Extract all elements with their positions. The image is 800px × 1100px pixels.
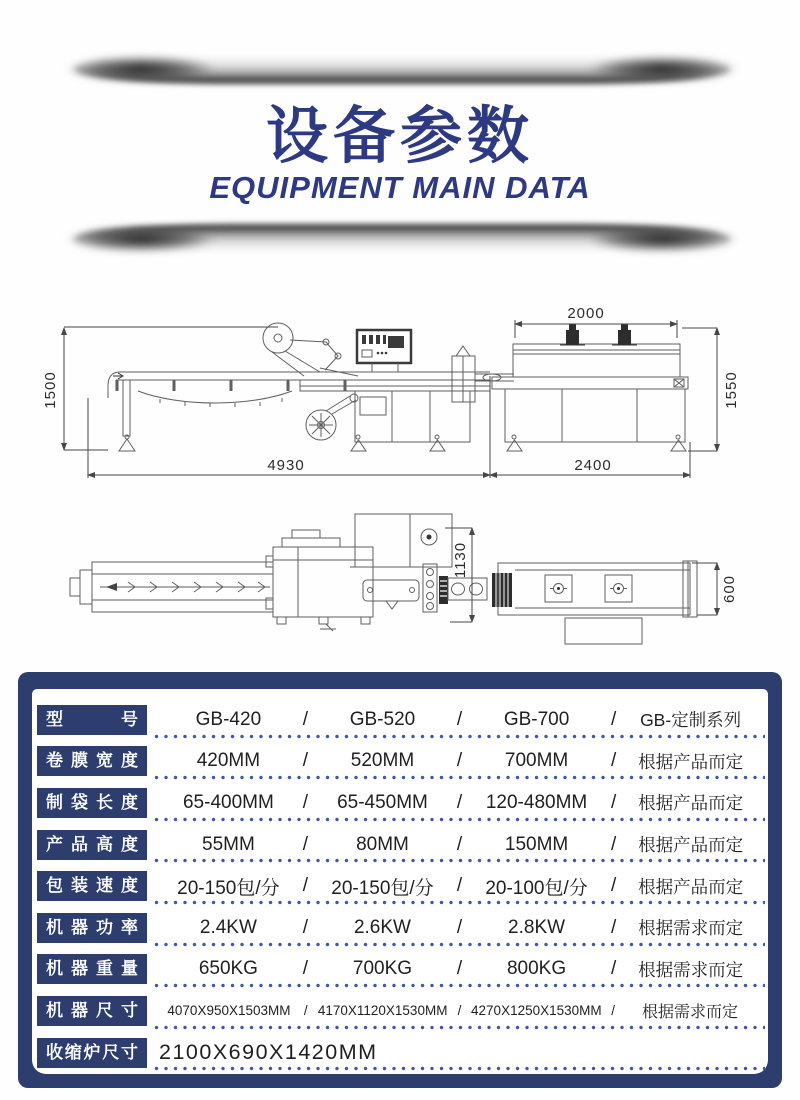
flow-wrapper-drawing xyxy=(108,323,514,451)
brush-stroke-bottom xyxy=(74,224,730,254)
spec-row-model xyxy=(32,699,768,741)
spec-row-values xyxy=(147,749,768,774)
dim-label-600: 600 xyxy=(720,574,738,604)
value-separator: / xyxy=(610,916,617,938)
value-separator: / xyxy=(302,833,309,855)
spec-value: 520MM xyxy=(350,750,415,772)
value-separator: / xyxy=(456,750,463,772)
dim-label-4930: 4930 xyxy=(267,457,305,474)
spec-value: 700MM xyxy=(504,750,569,772)
spec-value: 4070X950X1503MM xyxy=(167,1003,291,1019)
spec-value: 根据需求而定 xyxy=(638,959,744,980)
value-separator: / xyxy=(456,958,463,980)
spec-row-label: 机器尺寸 xyxy=(37,996,147,1026)
spec-row-film-width xyxy=(32,741,768,783)
shrink-tunnel-drawing xyxy=(492,324,688,451)
spec-value: 65-450MM xyxy=(337,791,428,813)
spec-row-bag-length xyxy=(32,782,768,824)
spec-value: 20-150包/分 xyxy=(177,877,280,899)
dim-label-2400: 2400 xyxy=(574,457,612,474)
spec-row-label: 型号 xyxy=(37,705,147,735)
spec-row-machine-power xyxy=(32,907,768,949)
brush-blob-left xyxy=(66,226,216,252)
value-separator: / xyxy=(302,958,309,980)
value-separator: / xyxy=(302,708,309,730)
spec-row-values xyxy=(147,957,768,982)
dim-label-1130: 1130 xyxy=(451,541,469,579)
value-separator: / xyxy=(457,1003,462,1019)
value-separator: / xyxy=(610,750,617,772)
spec-row-shrink-oven-size xyxy=(32,1032,768,1074)
brush-stroke-top xyxy=(74,54,730,84)
dim-label-1500: 1500 xyxy=(41,371,59,409)
spec-value: 根据产品而定 xyxy=(638,835,744,856)
spec-value: 根据产品而定 xyxy=(638,876,744,897)
spec-value: 420MM xyxy=(196,750,261,772)
spec-value: GB-520 xyxy=(349,708,416,730)
spec-row-values xyxy=(147,873,768,900)
page-title: 设备参数 xyxy=(265,102,534,171)
spec-row-product-height xyxy=(32,824,768,866)
dim-label-2000: 2000 xyxy=(567,305,605,322)
value-separator: / xyxy=(610,791,617,813)
spec-value: 55MM xyxy=(202,833,255,855)
spec-value: 150MM xyxy=(504,833,569,855)
brush-blob-right xyxy=(588,226,738,252)
value-separator: / xyxy=(611,1003,616,1019)
spec-row-values xyxy=(147,1040,768,1065)
side-view-svg xyxy=(20,280,780,480)
spec-value: 2100X690X1420MM xyxy=(159,1040,378,1065)
value-separator: / xyxy=(610,958,617,980)
value-separator: / xyxy=(456,791,463,813)
brush-blob-right xyxy=(588,56,738,82)
value-separator: / xyxy=(302,750,309,772)
spec-table-inner xyxy=(32,689,768,1074)
spec-table xyxy=(18,672,782,1088)
value-separator: / xyxy=(610,875,617,897)
spec-row-packing-speed xyxy=(32,865,768,907)
spec-value: 根据产品而定 xyxy=(638,751,744,772)
spec-value: 650KG xyxy=(198,958,258,980)
spec-value: 700KG xyxy=(352,958,413,980)
brush-blob-left xyxy=(66,56,216,82)
spec-row-label: 产品高度 xyxy=(37,830,147,860)
spec-row-label: 制袋长度 xyxy=(37,788,147,818)
spec-value: 根据产品而定 xyxy=(638,793,744,814)
spec-row-label: 机器重量 xyxy=(37,954,147,984)
spec-value: 2.6KW xyxy=(353,916,411,938)
spec-row-values xyxy=(147,790,768,815)
spec-value: 根据需求而定 xyxy=(638,918,744,939)
machine-top-view-diagram xyxy=(20,500,780,660)
spec-row-label: 机器功率 xyxy=(37,913,147,943)
spec-row-values xyxy=(147,707,768,732)
machine-side-view-diagram xyxy=(20,280,780,480)
value-separator: / xyxy=(456,833,463,855)
value-separator: / xyxy=(456,708,463,730)
spec-value: 800KG xyxy=(506,958,567,980)
dim-label-1550: 1550 xyxy=(722,371,740,409)
spec-value: 4170X1120X1530MM xyxy=(317,1003,448,1019)
spec-value: GB-700 xyxy=(503,708,570,730)
value-separator: / xyxy=(456,875,463,897)
spec-value: 65-400MM xyxy=(182,791,274,813)
spec-row-label: 卷膜宽度 xyxy=(37,746,147,776)
spec-row-label: 收缩炉尺寸 xyxy=(37,1038,147,1068)
value-separator: / xyxy=(456,916,463,938)
spec-row-machine-weight xyxy=(32,949,768,991)
spec-value: GB-420 xyxy=(195,708,262,730)
spec-row-values xyxy=(147,999,768,1022)
value-separator: / xyxy=(302,791,309,813)
top-view-drawing xyxy=(70,514,697,644)
spec-row-machine-size xyxy=(32,990,768,1032)
spec-value: 20-100包/分 xyxy=(485,877,588,899)
spec-value: 2.4KW xyxy=(199,916,257,938)
page-subtitle: EQUIPMENT MAIN DATA xyxy=(209,170,591,205)
spec-value: GB-定制系列 xyxy=(640,710,742,731)
spec-value: 120-480MM xyxy=(485,791,588,813)
value-separator: / xyxy=(610,833,617,855)
spec-value: 20-150包/分 xyxy=(331,877,434,899)
spec-value: 80MM xyxy=(356,833,409,855)
value-separator: / xyxy=(303,1003,308,1019)
spec-value: 2.8KW xyxy=(508,916,566,938)
value-separator: / xyxy=(302,875,309,897)
value-separator: / xyxy=(610,708,617,730)
spec-row-values xyxy=(147,915,768,940)
spec-row-values xyxy=(147,832,768,857)
spec-value: 4270X1250X1530MM xyxy=(471,1003,602,1019)
spec-row-label: 包装速度 xyxy=(37,871,147,901)
top-view-svg xyxy=(20,500,780,660)
spec-value: 根据需求而定 xyxy=(642,1004,739,1022)
value-separator: / xyxy=(302,916,309,938)
